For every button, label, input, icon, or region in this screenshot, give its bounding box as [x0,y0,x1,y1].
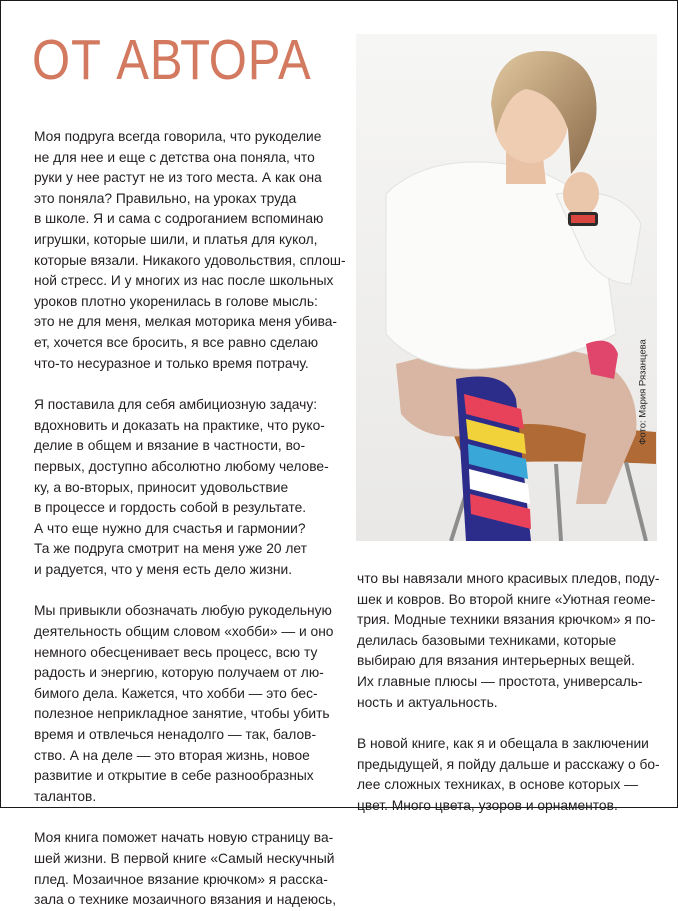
paragraph [357,569,660,713]
text-line: цвет. Много цвета, узоров и орнаментов. [357,797,618,813]
text-line: Моя подруга всегда говорила, что рукоделие [34,129,322,144]
text-line: руки у нее растут не из того места. А как она [34,170,322,186]
text-line: уроков плотно укоренилась в голове мысль: [34,293,318,309]
text-line: лее сложных техниках, в основе которых — [357,777,638,793]
text-line: А что еще нужно для счастья и гармонии? [34,520,306,536]
text-line: игрушки, которые шили, и платья для кукол, [34,231,318,247]
text-line: не для нее и еще с детства она поняла, что [34,149,315,165]
photo-credit-text: Фото: Мария Рязанцева [637,339,649,445]
text-line: немного обесценивает весь процесс, всю ту [34,644,318,660]
paragraph [34,601,349,807]
text-line: что-то несуразное и только время потрачу. [34,355,309,371]
text-line: выбираю для вязания интерьерных вещей. [357,653,635,669]
text-column-left [34,127,349,911]
text-line: в процессе и гордость собой в результате. [34,500,307,516]
text-line: ку, а во-вторых, приносит удовольствие [34,479,289,495]
text-line: ность и актуальность. [357,694,498,710]
text-line: бимого дела. Кажется, что хобби — это бес- [34,685,318,701]
text-line: делие в общем и вязание в частности, во- [34,438,306,454]
text-line: первых, доступно абсолютно любому челове- [34,458,329,474]
text-line: вдохновить и доказать на практике, что руко- [34,417,325,433]
text-line: ство. А на деле — это вторая жизнь, новое [34,747,310,763]
text-line: зала о технике мозаичного вязания и надеюсь, [34,892,337,908]
text-line: делилась базовыми техниками, которые [357,632,617,648]
page-title: ОТ АВТОРА [32,28,312,92]
paragraph [34,828,349,910]
paragraph [34,395,349,580]
text-line: полезное неприкладное занятие, чтобы убить [34,706,330,722]
text-line: Та же подруга смотрит на меня уже 20 лет [34,541,307,557]
photo-credit [636,332,650,452]
text-line: талантов. [34,788,97,804]
text-line: шей жизни. В первой книге «Самый нескучный [34,851,335,866]
text-column-right [357,569,660,817]
text-line: Моя книга поможет начать новую страницу ва- [34,830,334,846]
text-line: предыдущей, я пойду дальше и расскажу о бо- [357,756,660,772]
text-line: которые вязали. Никакого удовольствия, сплош- [34,252,346,268]
text-line: что вы навязали много красивых пледов, поду- [357,571,660,586]
text-line: в школе. Я и сама с содроганием вспоминаю [34,211,324,227]
text-line: время и отвлечься ненадолго — так, балов- [34,727,317,743]
paragraph [357,734,660,816]
text-line: развитие и открытие в себе разнообразных [34,768,314,784]
text-line: ет, хочется все бросить, я все равно сделаю [34,334,319,350]
author-photo [356,34,657,541]
text-line: трия. Модные техники вязания крючком» я по- [357,612,656,628]
text-line: В новой книге, как я и обещала в заключении [357,736,649,752]
text-line: Мы привыкли обозначать любую рукодельную [34,603,332,619]
text-line: Я поставила для себя амбициозную задачу: [34,397,318,413]
text-line: Их главные плюсы — простота, универсаль- [357,673,643,689]
author-photo-illustration [356,34,657,541]
text-line: шек и ковров. Во второй книге «Уютная геоме- [357,591,656,607]
paragraph [34,127,349,374]
text-line: ной стресс. И у многих из нас после школьных [34,273,334,289]
text-line: радость и энергию, которую получаем от лю- [34,665,324,681]
text-line: и радуется, что у меня есть дело жизни. [34,561,293,577]
text-line: плед. Мозаичное вязание крючком» я расска- [34,871,328,887]
text-line: это поняла? Правильно, на уроках труда [34,190,297,206]
text-line: это не для меня, мелкая моторика меня убива- [34,314,338,330]
text-line: деятельность общим словом «хобби» — и оно [34,624,334,640]
